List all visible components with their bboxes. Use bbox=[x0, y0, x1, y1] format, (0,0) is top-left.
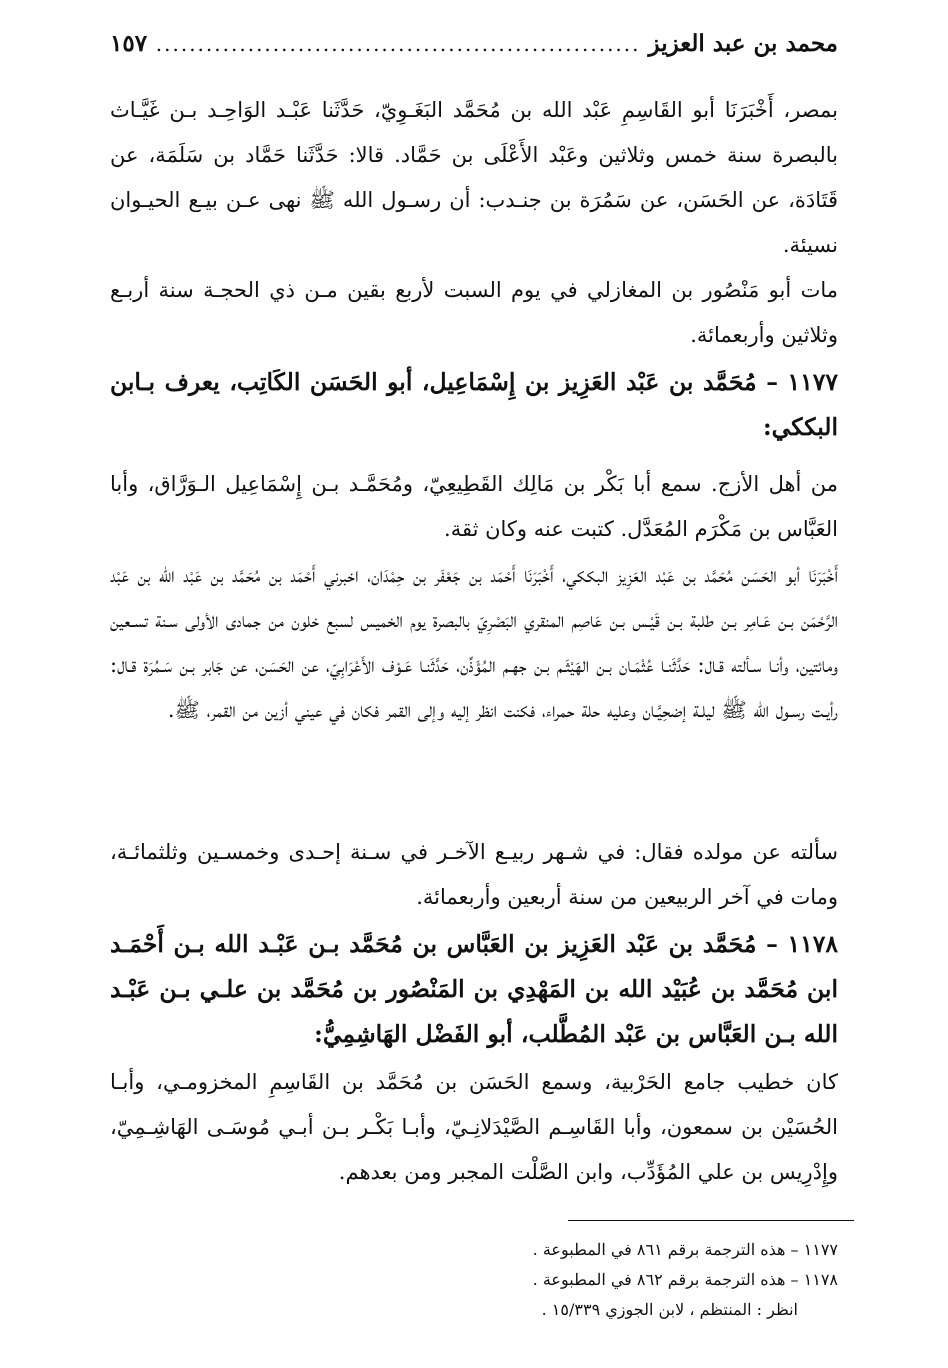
entry-heading-1177: ١١٧٧ – مُحَمَّد بن عَبْد العَزِيز بن إِسْمَاعِيل، أبو الحَسَن الكَاتِب، يعرف بـابن البككي: bbox=[110, 368, 838, 441]
footnote-separator bbox=[568, 1220, 854, 1221]
running-title: محمد بن عبد العزيز bbox=[648, 30, 838, 57]
footnote-reference: انظر : المنتظم ، لابن الجوزي ١٥/٣٣٩ . bbox=[541, 1300, 798, 1319]
entry-heading-1178: ١١٧٨ – مُحَمَّد بن عَبْد العَزِيز بن العَبَّاس بن مُحَمَّد بـن عَبْـد الله بـن أَحْمَـد ابن مُحَمَّد بن عُبَيْد الله بن المَهْدِي بن المَنْصُور بن مُحَمَّد بن علـي بـن عَبْـد الله بـن العَبَّاس بن عَبْد المُطَّلب، أبو الفَضْل الهَاشِمِيُّ: bbox=[110, 930, 838, 1048]
paragraph-hadith-continuation: بمصر، أَخْبَرَنَا أبو القَاسِمِ عَبْد الله بن مُحَمَّد البَغَـوِيّ، حَدَّثَنا عَبْـد الوَاحِـد بـن غَيَّـاث بالبصرة سنة خمس وثلاثين وعَبْد الأَعْلَى بن حَمَّاد. قالا: حَدَّثَنا حَمَّاد بن سَلَمَة، عن قَتَادَة، عن الحَسَن، عن سَمُرَة بن جنـدب: أن رسـول الله ﷺ نهى عـن بيـع الحيـوان نسيئة. bbox=[110, 98, 838, 257]
page-number: ١٥٧ bbox=[110, 30, 148, 57]
paragraph-death-note: مات أبو مَنْصُور بن المغازلي في يوم السبت لأربع بقين مـن ذي الحجـة سنة أربـع وثلاثين وأربعمائة. bbox=[110, 278, 838, 347]
entry-1177-birth-death: سألته عن مولده فقال: في شـهر ربيـع الآخـر في سـنة إحـدى وخمسـين وثلثمائـة، ومات في آخر الربيعين من سنة أربعين وأربعمائة. bbox=[110, 840, 838, 909]
footnote-1177: ١١٧٧ – هذه الترجمة برقم ٨٦١ في المطبوعة . bbox=[532, 1240, 838, 1259]
footnote-1178: ١١٧٨ – هذه الترجمة برقم ٨٦٢ في المطبوعة . bbox=[532, 1270, 838, 1289]
entry-1177-hadith: أَخْبَرَنَا أبو الحَسَن مُحَمَّد بن عَبْد العَزِيز البككي، أَخْبَرَنَا أَحْمَد بن جَعْفَر بن حِمْدَان، اخبرني أَحْمَد بن مُحَمَّد بن عَبْد الله بن عَبْد الرَّحْمَن بـن عَـامِر بـن طلبة بـن قَيْـس بـن عَاصِم المنقري البَصْرِيّ بالبصرة يوم الخميس لسبع خلون من جمادى الأولى سـنة تسـعين ومائتين، وأنـا سـألته قـال: حَدَّثَنـا عُثْمَـان بـن الهَيْثَـم بـن جهـم المُؤَذِّن، حَدَّثَنـا عَـوْف الأَعْرَابِيّ، عن الحَسَن، عن جَابر بـن سَـمُرَة قـال: رأيـت رسـول الله ﷺ ليلـة إضحِيَّـان وعليه حلة حمراء، فكنت انظر إليه وإلى القمر فكان في عيني أزين من القمر، ﷺ. bbox=[110, 563, 838, 722]
header-leader-dots bbox=[155, 32, 640, 56]
page-header bbox=[110, 30, 838, 78]
entry-1177-bio: من أهل الأزج. سمع أبا بَكْر بن مَالِك القَطِيعِيّ، ومُحَمَّـد بـن إِسْمَاعِيل الـوَرَّاق، وأبا العَبَّاس بن مَكْرَم المُعَدَّل. كتبت عنه وكان ثقة. bbox=[110, 472, 838, 541]
entry-1178-bio: كان خطيب جامع الحَرْبية، وسمع الحَسَن بن مُحَمَّد بن القَاسِمِ المخزومـي، وأبـا الحُسَيْن بن سمعون، وأبا القَاسِـم الصَّيْدَلانِـيّ، وأبـا بَكْـر بـن أبـي مُوسَـى الهَاشِـمِيّ، وإِدْرِيس بن علي المُؤَدِّب، وابن الصَّلْت المجبر ومن بعدهم. bbox=[110, 1070, 838, 1184]
